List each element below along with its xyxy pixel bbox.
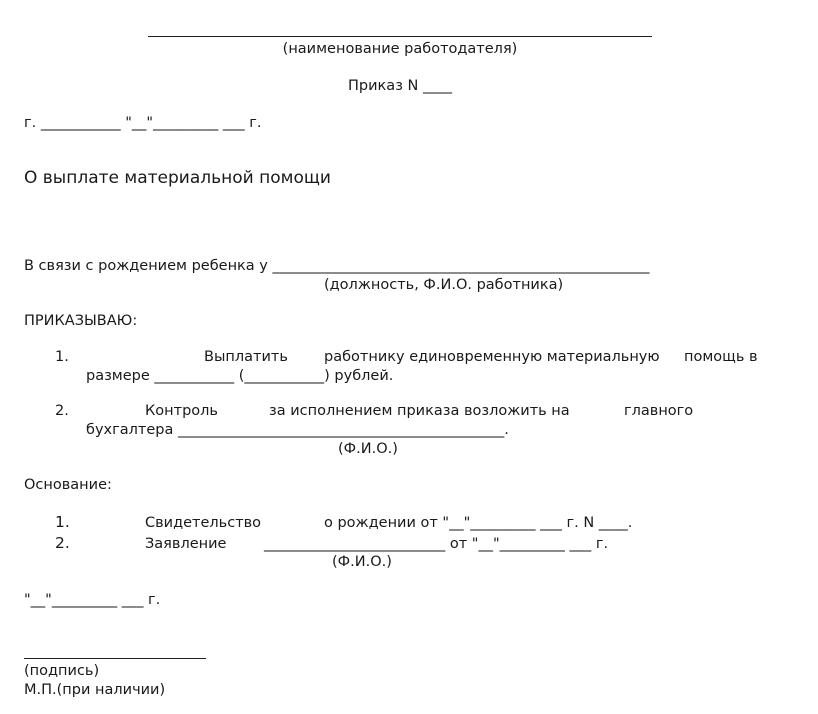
stamp-note: М.П.(при наличии) [24, 682, 166, 698]
item-1-word-2: работнику единовременную материальную [324, 349, 660, 365]
signature-date: "__"_________ ___ г. [24, 592, 161, 608]
item-2-caption: (Ф.И.О.) [338, 441, 398, 457]
basis-label: Основание: [24, 477, 112, 493]
place-date-line: г. ___________ "__"_________ ___ г. [24, 115, 262, 131]
basis-1-text: о рождении от "__"_________ ___ г. N ____. [324, 515, 633, 531]
item-2-line-2: бухгалтера _____________________________________________. [86, 422, 509, 438]
basis-2-name: Заявление [145, 536, 227, 552]
basis-2-text: _________________________ от "__"_________ ___ г. [264, 536, 609, 552]
intro-caption: (должность, Ф.И.О. работника) [324, 277, 564, 293]
item-1-word-3: помощь в [684, 349, 758, 365]
order-title: Приказ N ____ [348, 78, 452, 94]
order-subject: О выплате материальной помощи [24, 168, 331, 188]
order-word: ПРИКАЗЫВАЮ: [24, 313, 138, 329]
item-2-word-1: Контроль [145, 403, 218, 419]
signature-line [24, 658, 206, 659]
item-1-number: 1. [55, 349, 69, 365]
employer-name-line [148, 36, 652, 37]
basis-2-caption: (Ф.И.О.) [332, 554, 392, 570]
item-1-word-1: Выплатить [204, 349, 288, 365]
item-1-line-2: размере ___________ (___________) рублей. [86, 368, 394, 384]
intro-text: В связи с рождением ребенка у ____________________________________________________ [24, 258, 650, 274]
basis-1-number: 1. [55, 513, 70, 531]
employer-caption: (наименование работодателя) [282, 41, 518, 57]
signature-caption: (подпись) [24, 663, 100, 679]
item-2-word-3: главного [624, 403, 694, 419]
item-2-word-2: за исполнением приказа возложить на [269, 403, 570, 419]
basis-2-number: 2. [55, 534, 70, 552]
item-2-number: 2. [55, 403, 69, 419]
basis-1-name: Свидетельство [145, 515, 262, 531]
